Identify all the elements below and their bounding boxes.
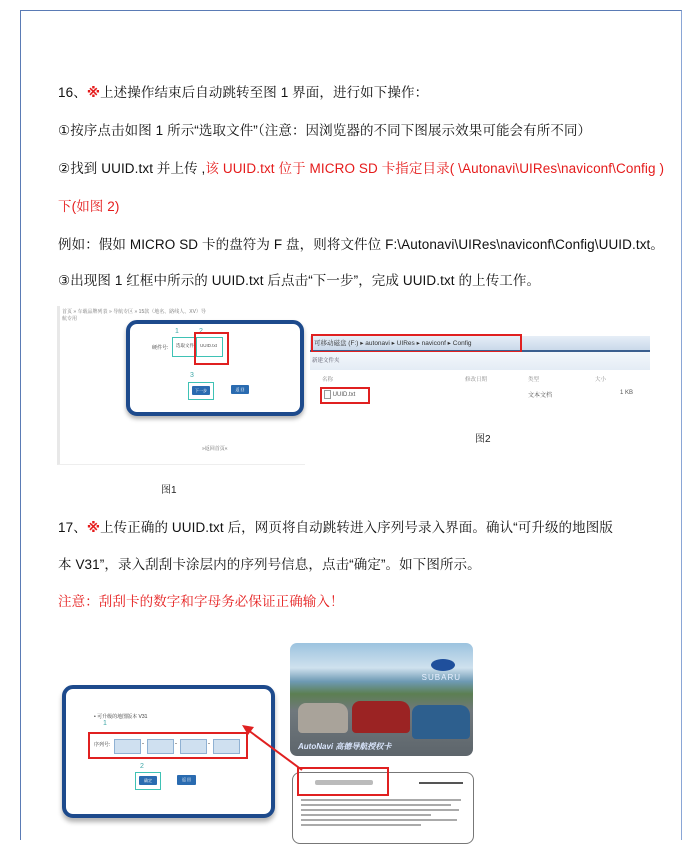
uploaded-file-name: UUID.txt — [200, 343, 218, 348]
subaru-logo-icon — [431, 659, 455, 671]
text-line — [301, 814, 431, 816]
breadcrumb-cont: 航专用 — [62, 316, 78, 322]
column-type[interactable]: 类型 — [528, 377, 540, 383]
column-size[interactable]: 大小 — [595, 377, 607, 383]
step-number: 17、 — [58, 520, 87, 535]
file-size: 1 KB — [620, 390, 634, 396]
step-text: 上述操作结束后自动跳转至图 1 界面，进行如下操作： — [100, 85, 429, 100]
serial-label: 序列号: — [94, 742, 111, 748]
item2-continuation: 下(如图 2) — [58, 199, 120, 214]
file-highlight-box — [320, 387, 370, 404]
back-button[interactable]: 返 回 — [177, 775, 196, 785]
scratch-card-front — [290, 643, 473, 756]
text-line — [301, 804, 451, 806]
new-folder-button[interactable]: 新建文件夹 — [312, 358, 340, 364]
back-button[interactable]: 返 回 — [231, 385, 249, 394]
upload-panel — [126, 320, 304, 416]
text-line — [301, 809, 459, 811]
breadcrumb: 首页 » 车载品牌列表 » 导航专区 » 15款（地名、路线人、XV）导 — [62, 309, 206, 315]
step-marker-2: 2 — [140, 763, 144, 770]
car-blue — [412, 705, 470, 739]
step17-heading — [58, 516, 613, 536]
text-line — [301, 824, 421, 826]
figure-2-screenshot — [310, 300, 650, 450]
card-number-line — [419, 782, 463, 784]
instruction-item-2 — [58, 157, 664, 177]
file-type: 文本文档 — [528, 393, 553, 399]
step-number: 16、 — [58, 85, 87, 100]
note-mark-icon: ※ — [86, 85, 101, 100]
text-line — [301, 799, 461, 801]
path-highlight-box — [311, 334, 522, 353]
file-name: UUID.txt — [332, 392, 356, 399]
choose-file-button[interactable]: 选取文件 — [176, 343, 194, 348]
home-link[interactable]: »返回首页« — [202, 446, 228, 452]
separator: - — [142, 741, 144, 747]
folder-path: 可移动磁盘 (F:) ▸ autonavi ▸ UIRes ▸ naviconf ▸ Config — [314, 340, 472, 347]
toolbar — [310, 352, 650, 370]
map-version-label: • 可升级的地图版本 V31 — [94, 714, 148, 720]
hardware-label: 硬件号: — [152, 345, 169, 351]
next-button[interactable]: 下一步 — [192, 386, 210, 395]
note-mark-icon: ※ — [86, 520, 101, 535]
warning-text: 注意：刮刮卡的数字和字母务必保证正确输入！ — [58, 594, 344, 609]
car-silver — [298, 703, 348, 733]
car-red — [352, 701, 410, 733]
ok-button[interactable]: 确定 — [139, 776, 157, 785]
column-name[interactable]: 名称 — [322, 377, 334, 383]
separator: - — [208, 741, 210, 747]
item2-text: ②找到 UUID.txt 并上传 , — [58, 161, 206, 176]
figure-2-caption: 图2 — [475, 434, 491, 445]
instruction-item-1: ①按序点击如图 1 所示“选取文件”（注意：因浏览器的不同下图展示效果可能会有所不同） — [58, 123, 592, 138]
step-marker-2: 2 — [199, 328, 203, 335]
serial-input-2[interactable] — [147, 739, 174, 754]
next-highlight — [188, 382, 214, 400]
card-title: AutoNavi 高德导航授权卡 — [298, 742, 392, 751]
text-line — [301, 819, 457, 821]
serial-input-3[interactable] — [180, 739, 207, 754]
instruction-item-3: ③出现图 1 红框中所示的 UUID.txt 后点击“下一步”，完成 UUID.txt 的上传工作。 — [58, 273, 541, 288]
step16-heading — [58, 81, 428, 101]
step-text: 上传正确的 UUID.txt 后，网页将自动跳转进入序列号录入界面。确认“可升级的地图版 — [100, 520, 613, 535]
serial-input-1[interactable] — [114, 739, 141, 754]
step-marker-3: 3 — [190, 372, 194, 379]
step-marker-1: 1 — [175, 328, 179, 335]
ok-highlight — [135, 772, 161, 790]
step17-continuation: 本 V31”，录入刮刮卡涂层内的序列号信息，点击“确定”。如下图所示。 — [58, 557, 481, 572]
figure-1-screenshot — [57, 306, 305, 465]
card-brand: SUBARU — [421, 673, 461, 682]
separator: - — [175, 741, 177, 747]
example-text: 例如：假如 MICRO SD 卡的盘符为 F 盘，则将文件位 F:\Autonavi\UIRes\naviconf\Config\UUID.txt。 — [58, 237, 664, 252]
serial-input-4[interactable] — [213, 739, 240, 754]
column-date[interactable]: 修改日期 — [465, 377, 488, 383]
scratch-highlight-box — [297, 767, 389, 796]
step-marker-1: 1 — [103, 720, 107, 727]
highlight-box — [194, 332, 229, 365]
figure-1-caption: 图1 — [161, 485, 177, 496]
item2-path-note: 该 UUID.txt 位于 MICRO SD 卡指定目录( \Autonavi\UIRes\naviconf\Config ) — [205, 161, 665, 176]
